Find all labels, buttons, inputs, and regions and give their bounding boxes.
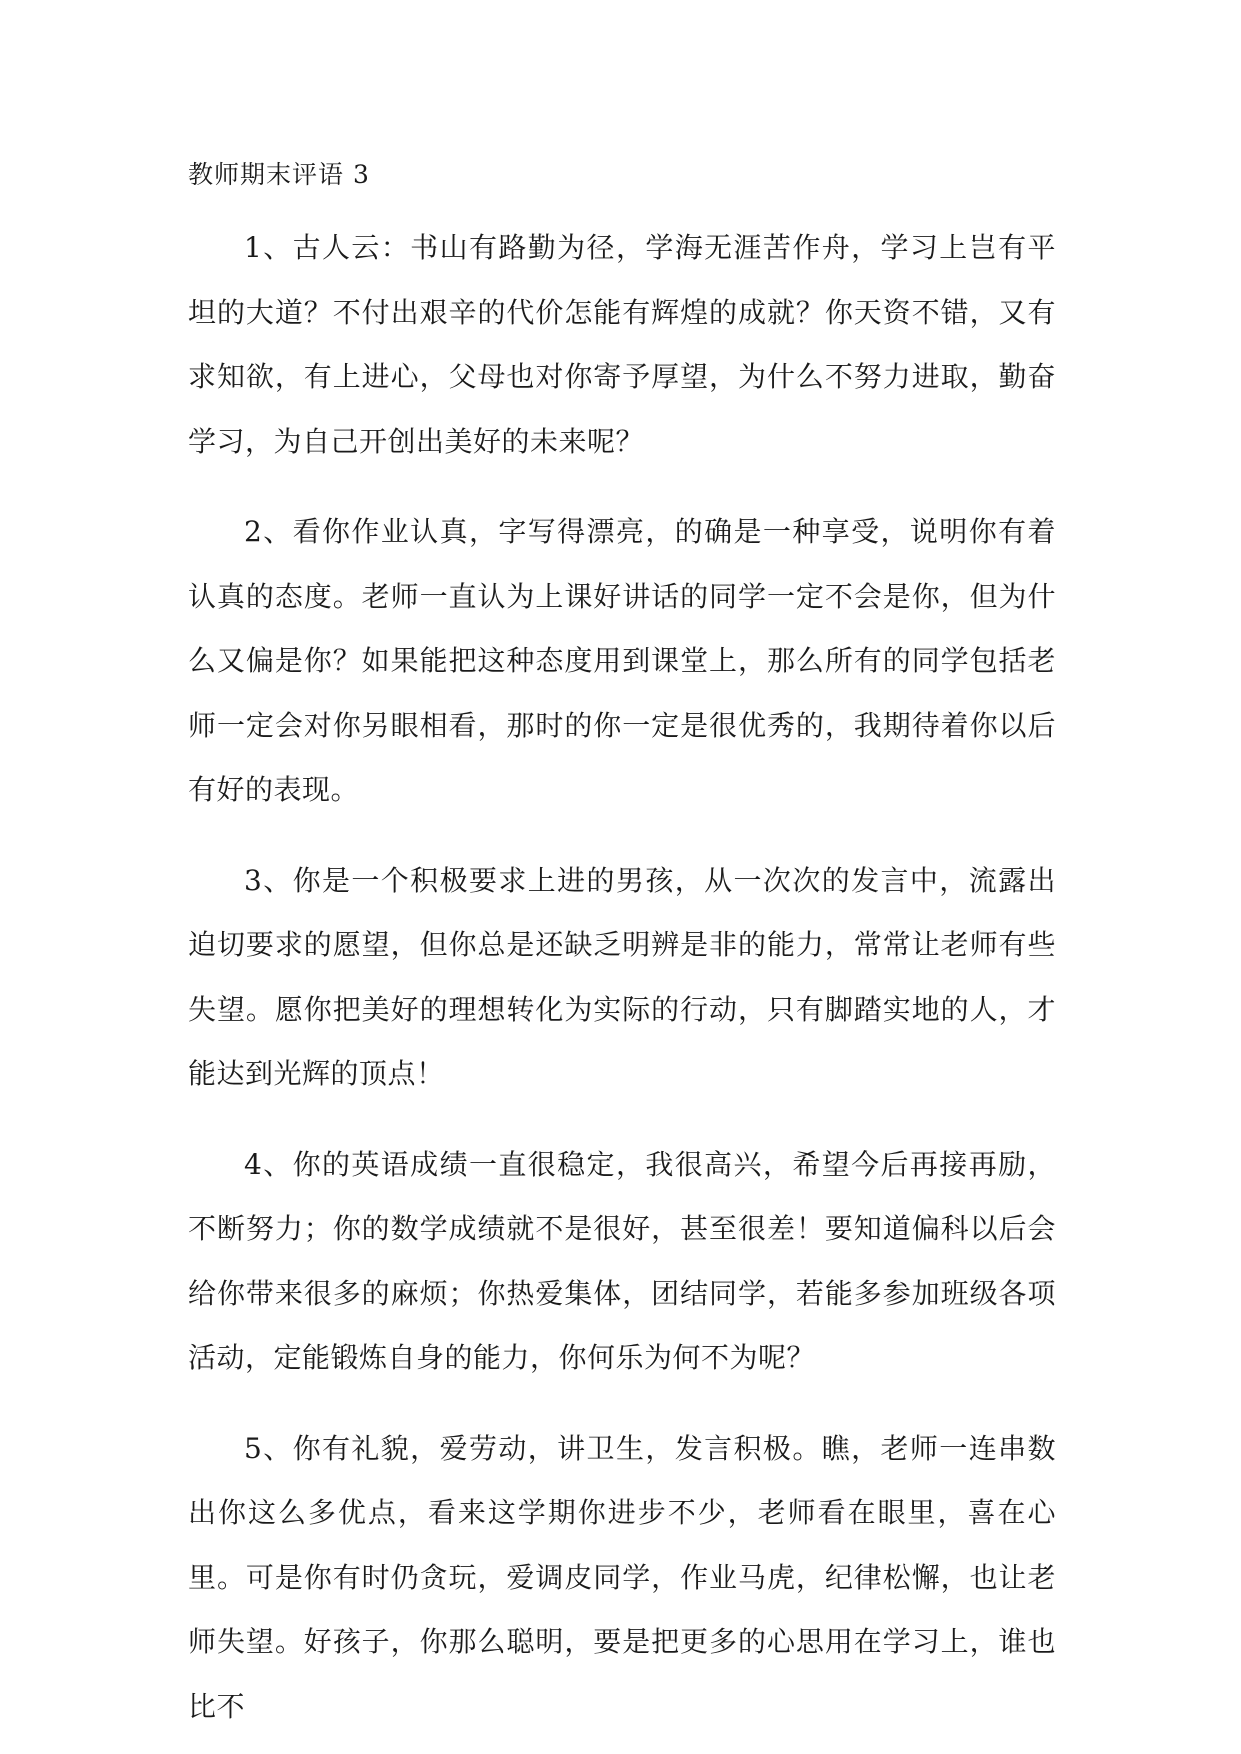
document-title: 教师期末评语 3 bbox=[188, 160, 370, 189]
paragraph-4: 4、你的英语成绩一直很稳定，我很高兴，希望今后再接再励，不断努力；你的数学成绩就不是很好，甚至很差！要知道偏科以后会给你带来很多的麻烦；你热爱集体，团结同学，若能多参加班级各项活动，定能锻炼自身的能力，你何乐为何不为呢？ bbox=[188, 1147, 1056, 1374]
paragraph-2: 2、看你作业认真，字写得漂亮，的确是一种享受，说明你有着认真的态度。老师一直认为上课好讲话的同学一定不会是你，但为什么又偏是你？如果能把这种态度用到课堂上，那么所有的同学包括老师一定会对你另眼相看，那时的你一定是很优秀的，我期待着你以后有好的表现。 bbox=[188, 515, 1056, 806]
paragraph-1: 1、古人云：书山有路勤为径，学海无涯苦作舟，学习上岂有平坦的大道？不付出艰辛的代价怎能有辉煌的成就？你天资不错，又有求知欲，有上进心，父母也对你寄予厚望，为什么不努力进取，勤奋学习，为自己开创出美好的未来呢？ bbox=[188, 231, 1056, 458]
paragraph-3: 3、你是一个积极要求上进的男孩，从一次次的发言中，流露出迫切要求的愿望，但你总是还缺乏明辨是非的能力，常常让老师有些失望。愿你把美好的理想转化为实际的行动，只有脚踏实地的人，才能达到光辉的顶点！ bbox=[188, 863, 1056, 1090]
paragraph-5: 5、你有礼貌，爱劳动，讲卫生，发言积极。瞧，老师一连串数出你这么多优点，看来这学期你进步不少，老师看在眼里，喜在心里。可是你有时仍贪玩，爱调皮同学，作业马虎，纪律松懈，也让老师失望。好孩子，你那么聪明，要是把更多的心思用在学习上，谁也比不 bbox=[188, 1431, 1056, 1723]
document-body bbox=[188, 158, 1056, 1739]
